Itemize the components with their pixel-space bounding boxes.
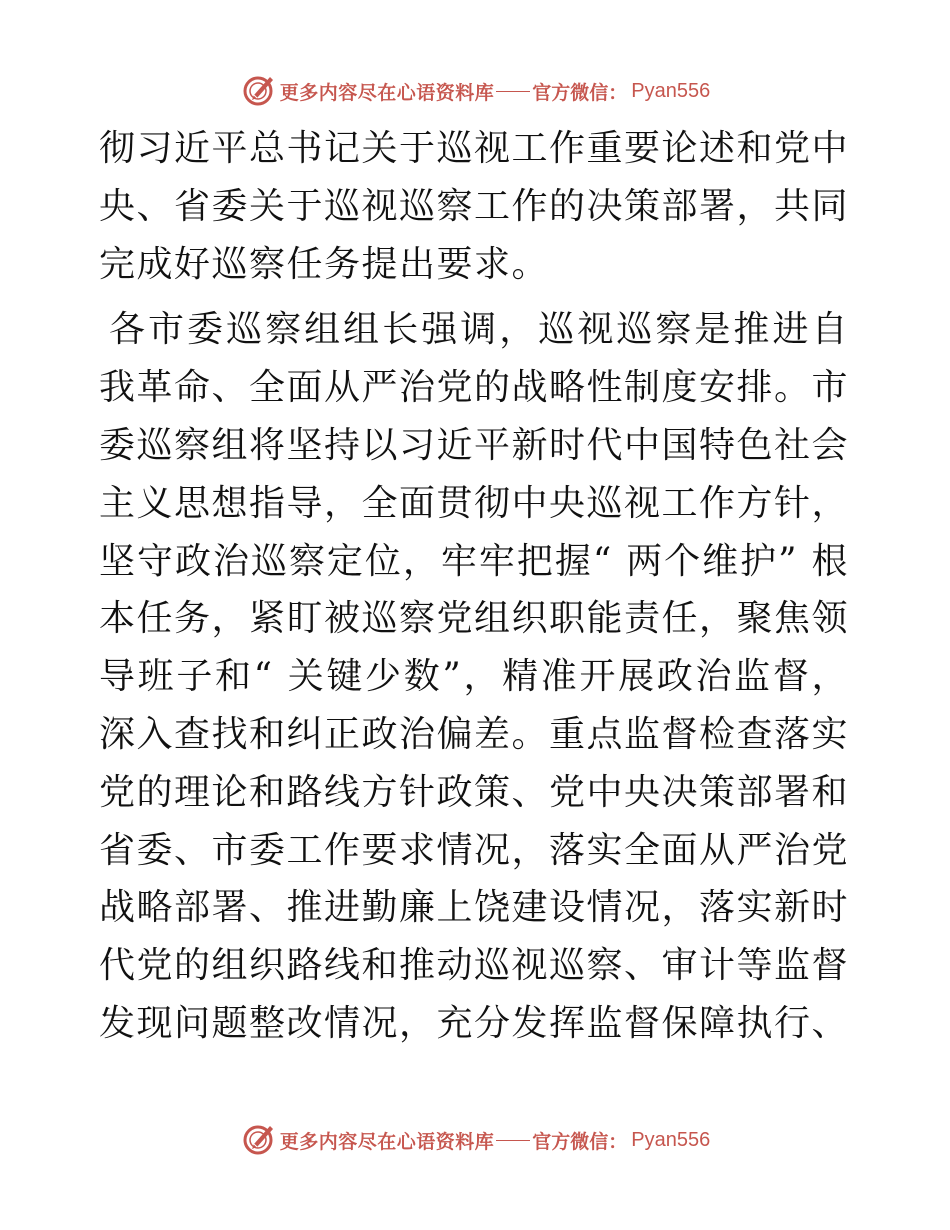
header-banner xyxy=(0,71,950,111)
header-separator xyxy=(496,91,530,92)
footer-promo-text: 更多内容尽在心语资料库 xyxy=(279,1130,495,1153)
footer-separator xyxy=(496,1140,530,1141)
footer-wechat-label: 官方微信： xyxy=(532,1130,628,1153)
document-body xyxy=(99,120,849,1053)
quill-logo-icon xyxy=(240,1122,276,1158)
header-promo-text: 更多内容尽在心语资料库 xyxy=(279,81,495,104)
footer-banner xyxy=(0,1120,950,1160)
quill-logo-icon xyxy=(240,73,276,109)
paragraph-1: 彻习近平总书记关于巡视工作重要论述和党中央、省委关于巡视巡察工作的决策部署，共同完成好巡察任务提出要求。 xyxy=(99,128,850,285)
footer-wechat-id: Pyan556 xyxy=(631,1128,711,1151)
paragraph-2: 各市委巡察组组长强调，巡视巡察是推进自我革命、全面从严治党的战略性制度安排。市委巡察组将坚持以习近平新时代中国特色社会主义思想指导，全面贯彻中央巡视工作方针，坚守政治巡察定位，牢牢把握“ 两个维护” 根本任务，紧盯被巡察党组织职能责任，聚焦领导班子和“ 关键少数”，精准开展政治监督，深入查找和纠正政治偏差。重点监督检查落实党的理论和路线方针政策、党中央决策部署和省委、市委工作要求情况，落实全面从严治党战略部署、推进勤廉上饶建设情况，落实新时代党的组织路线和推动巡视巡察、审计等监督发现问题整改情况，充分发挥监督保障执行、 xyxy=(99,309,850,1044)
header-wechat-label: 官方微信： xyxy=(532,81,628,104)
header-wechat-id: Pyan556 xyxy=(631,79,711,102)
